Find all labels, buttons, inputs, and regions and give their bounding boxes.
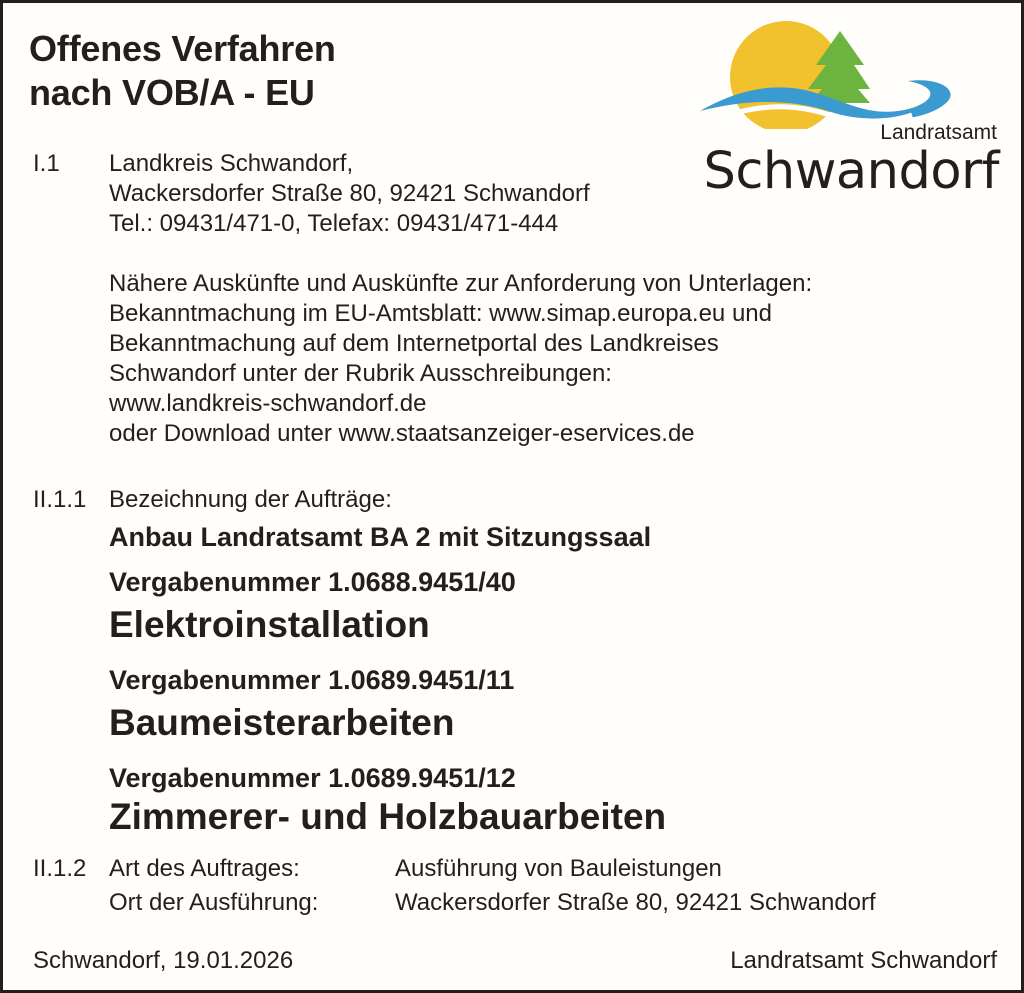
info-line: Nähere Auskünfte und Auskünfte zur Anforderung von Unterlagen: xyxy=(109,270,813,297)
logo-small-text: Landratsamt xyxy=(880,121,997,144)
footer-place-date: Schwandorf, 19.01.2026 xyxy=(33,947,294,974)
lot-name-3: Zimmerer- und Holzbauarbeiten xyxy=(109,796,667,837)
logo-big-text: Schwandorf xyxy=(703,142,999,201)
contract-type-label: Art des Auftrages: xyxy=(109,855,300,882)
lot-name-1: Elektroinstallation xyxy=(109,604,430,645)
landratsamt-logo xyxy=(698,19,1003,209)
sun-tree-wave-emblem xyxy=(698,19,1003,129)
execution-place-value: Wackersdorfer Straße 80, 92421 Schwandorf xyxy=(395,889,876,916)
address-line: Tel.: 09431/471-0, Telefax: 09431/471-444 xyxy=(109,210,559,237)
address-line: Wackersdorfer Straße 80, 92421 Schwandorf xyxy=(109,180,590,207)
contract-designation-label: Bezeichnung der Aufträge: xyxy=(109,486,392,513)
section-number-ii12: II.1.2 xyxy=(33,855,87,882)
lot-number-2: Vergabenummer 1.0689.9451/11 xyxy=(109,665,515,695)
info-line: www.landkreis-schwandorf.de xyxy=(109,390,427,417)
info-line: Bekanntmachung im EU-Amtsblatt: www.simap.europa.eu und xyxy=(109,300,772,327)
notice-title-line-1: Offenes Verfahren xyxy=(29,28,336,69)
info-line: Bekanntmachung auf dem Internetportal des Landkreises xyxy=(109,330,719,357)
information-paragraph xyxy=(109,269,812,449)
execution-place-label: Ort der Ausführung: xyxy=(109,889,319,916)
info-line: oder Download unter www.staatsanzeiger-eservices.de xyxy=(109,420,695,447)
project-title: Anbau Landratsamt BA 2 mit Sitzungssaal xyxy=(109,522,652,552)
info-line: Schwandorf unter der Rubrik Ausschreibungen: xyxy=(109,360,612,387)
section-number-i1: I.1 xyxy=(33,150,60,177)
lot-number-3: Vergabenummer 1.0689.9451/12 xyxy=(109,763,516,793)
lot-name-2: Baumeisterarbeiten xyxy=(109,702,455,743)
lot-number-1: Vergabenummer 1.0688.9451/40 xyxy=(109,567,516,597)
section-number-ii11: II.1.1 xyxy=(33,486,87,513)
footer-issuer: Landratsamt Schwandorf xyxy=(730,947,997,974)
notice-title xyxy=(29,27,336,115)
notice-title-line-2: nach VOB/A - EU xyxy=(29,72,315,113)
contracting-authority-address xyxy=(109,149,590,239)
contract-type-value: Ausführung von Bauleistungen xyxy=(395,855,722,882)
address-line: Landkreis Schwandorf, xyxy=(109,150,354,177)
